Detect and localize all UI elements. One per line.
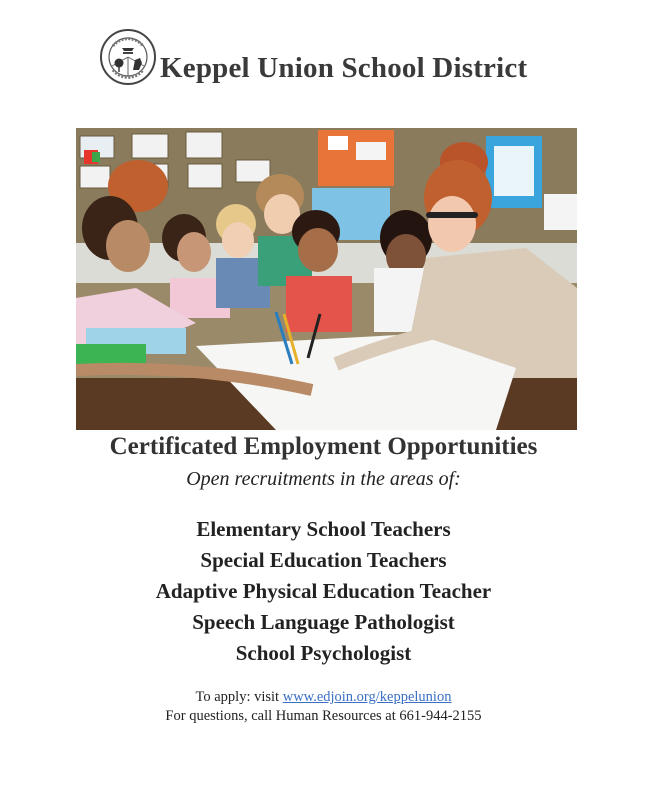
header (0, 24, 647, 94)
position-item: School Psychologist (235, 641, 412, 665)
apply-prefix: To apply: visit (195, 689, 283, 705)
subheadline: Open recruitments in the areas of: (186, 468, 461, 490)
edjoin-link[interactable]: www.edjoin.org/keppelunion (282, 689, 452, 705)
questions-line: For questions, call Human Resources at 661-944-2155 (165, 708, 482, 724)
position-item: Elementary School Teachers (196, 517, 451, 541)
positions-list (0, 514, 647, 669)
position-item: Special Education Teachers (200, 548, 447, 572)
classroom-photo (76, 128, 577, 430)
classroom-photo-illustration (76, 128, 577, 430)
district-name: Keppel Union School District (160, 52, 528, 84)
headline: Certificated Employment Opportunities (109, 433, 538, 460)
district-seal-icon (99, 28, 157, 86)
position-item: Speech Language Pathologist (192, 610, 455, 634)
apply-line (0, 688, 647, 707)
position-item: Adaptive Physical Education Teacher (155, 579, 492, 603)
contact-info (0, 688, 647, 726)
